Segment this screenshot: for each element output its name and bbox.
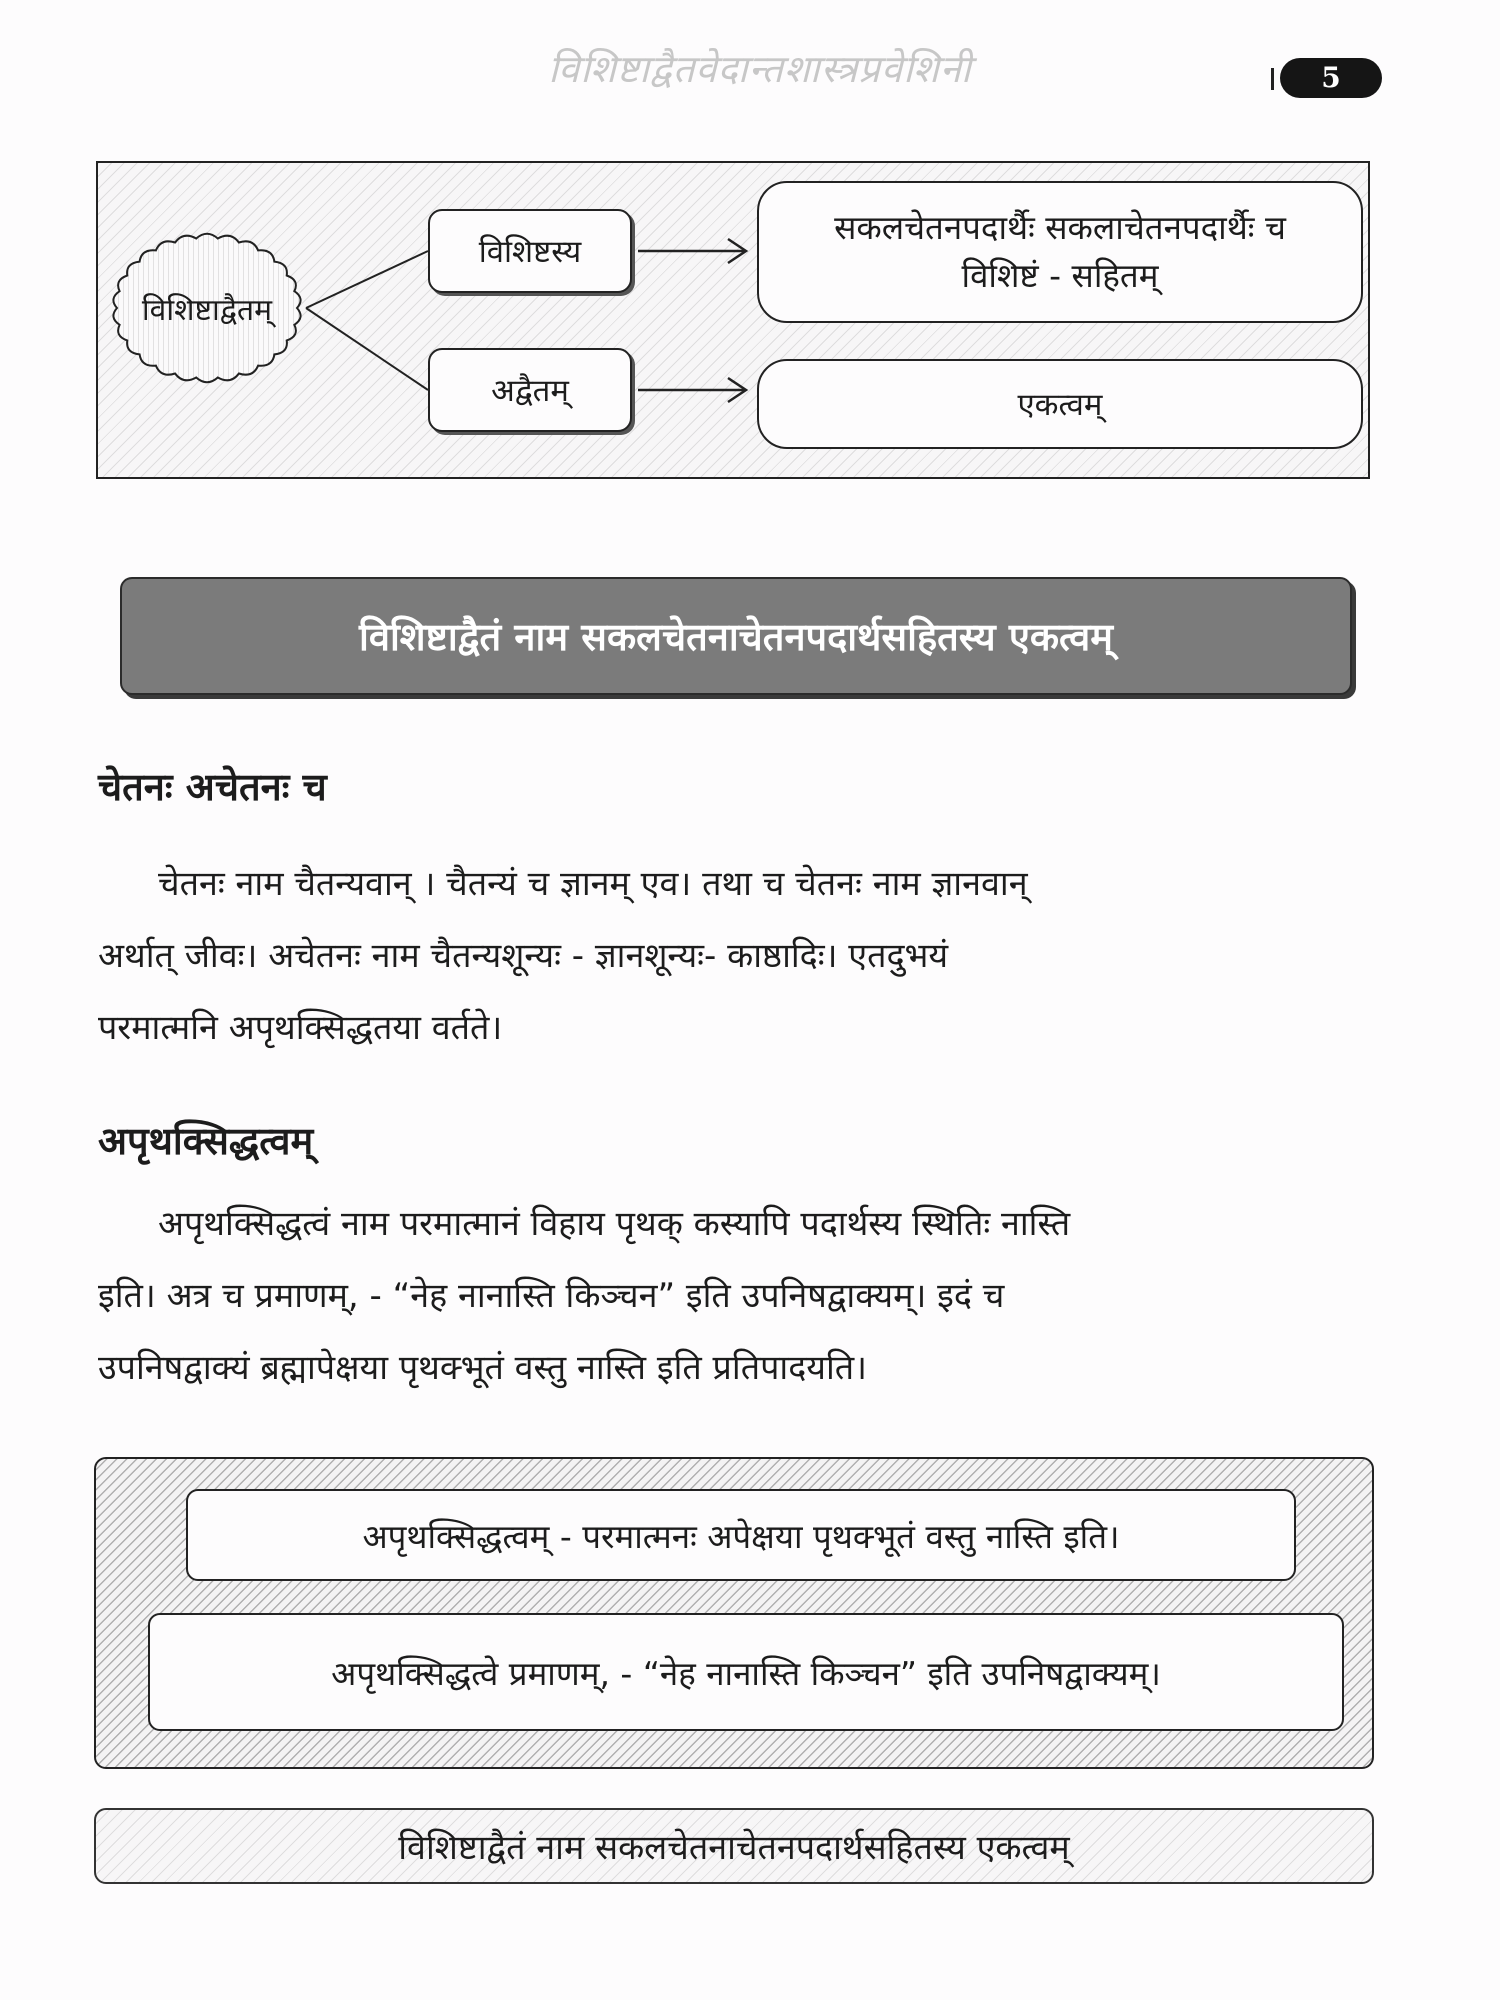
diagram-root-label: विशिष्टाद्वैतम् [141, 292, 273, 328]
branch-2-meaning-text: एकत्वम् [1017, 387, 1103, 423]
summary-item-2-text: अपृथक्सिद्धत्वे प्रमाणम्, - “नेह नानास्ति किञ्चन” इति उपनिषद्वाक्यम्। [331, 1653, 1161, 1693]
summary-item-1 [186, 1489, 1296, 1581]
section-1-heading: चेतनः अचेतनः च [98, 765, 327, 809]
section-2-paragraph [98, 1188, 1370, 1404]
footer-definition-box: विशिष्टाद्वैतं नाम सकलचेतनाचेतनपदार्थसहितस्य एकत्वम् [94, 1808, 1374, 1884]
section-1-paragraph [98, 848, 1370, 1064]
branch-2-label: अद्वैतम् [491, 373, 569, 409]
section-1-line: परमात्मनि अपृथक्सिद्धतया वर्तते। [98, 1008, 503, 1048]
page-number-tick [1271, 68, 1274, 90]
section-2-line: उपनिषद्वाक्यं ब्रह्मापेक्षया पृथक्भूतं वस्तु नास्ति इति प्रतिपादयति। [98, 1348, 868, 1388]
summary-item-1-text: अपृथक्सिद्धत्वम् - परमात्मनः अपेक्षया पृथक्भूतं वस्तु नास्ति इति। [362, 1516, 1120, 1556]
branch-2-meaning [757, 359, 1363, 449]
page-number-badge: 5 [1280, 58, 1382, 98]
section-1-line: चेतनः नाम चैतन्यवान् । चैतन्यं च ज्ञानम् एव। तथा च चेतनः नाम ज्ञानवान् [158, 864, 1028, 904]
diagram-branch-1 [428, 209, 632, 293]
section-2-line: इति। अत्र च प्रमाणम्, - “नेह नानास्ति किञ्चन” इति उपनिषद्वाक्यम्। इदं च [98, 1276, 1005, 1316]
section-2-line: अपृथक्सिद्धत्वं नाम परमात्मानं विहाय पृथक् कस्यापि पदार्थस्य स्थितिः नास्ति [158, 1204, 1071, 1244]
branch-1-meaning-line-1: सकलचेतनपदार्थैः सकलाचेतनपदार्थैः च [834, 208, 1286, 247]
summary-item-2 [148, 1613, 1344, 1731]
section-2-heading: अपृथक्सिद्धत्वम् [98, 1119, 314, 1163]
diagram-branch-2 [428, 348, 632, 432]
concept-diagram [96, 161, 1370, 479]
branch-1-meaning [757, 181, 1363, 323]
definition-banner: विशिष्टाद्वैतं नाम सकलचेतनाचेतनपदार्थसहितस्य एकत्वम् [120, 577, 1352, 695]
running-head-title: विशिष्टाद्वैतवेदान्तशास्त्रप्रवेशिनी [548, 47, 972, 91]
branch-1-meaning-line-2: विशिष्टं - सहितम् [961, 256, 1159, 295]
summary-box [94, 1457, 1374, 1769]
connector-root-to-branch-2 [306, 308, 428, 390]
section-1-line: अर्थात् जीवः। अचेतनः नाम चैतन्यशून्यः - ज्ञानशून्यः- काष्ठादिः। एतदुभयं [98, 936, 949, 976]
branch-1-label: विशिष्टस्य [478, 234, 582, 270]
connector-root-to-branch-1 [306, 251, 428, 308]
